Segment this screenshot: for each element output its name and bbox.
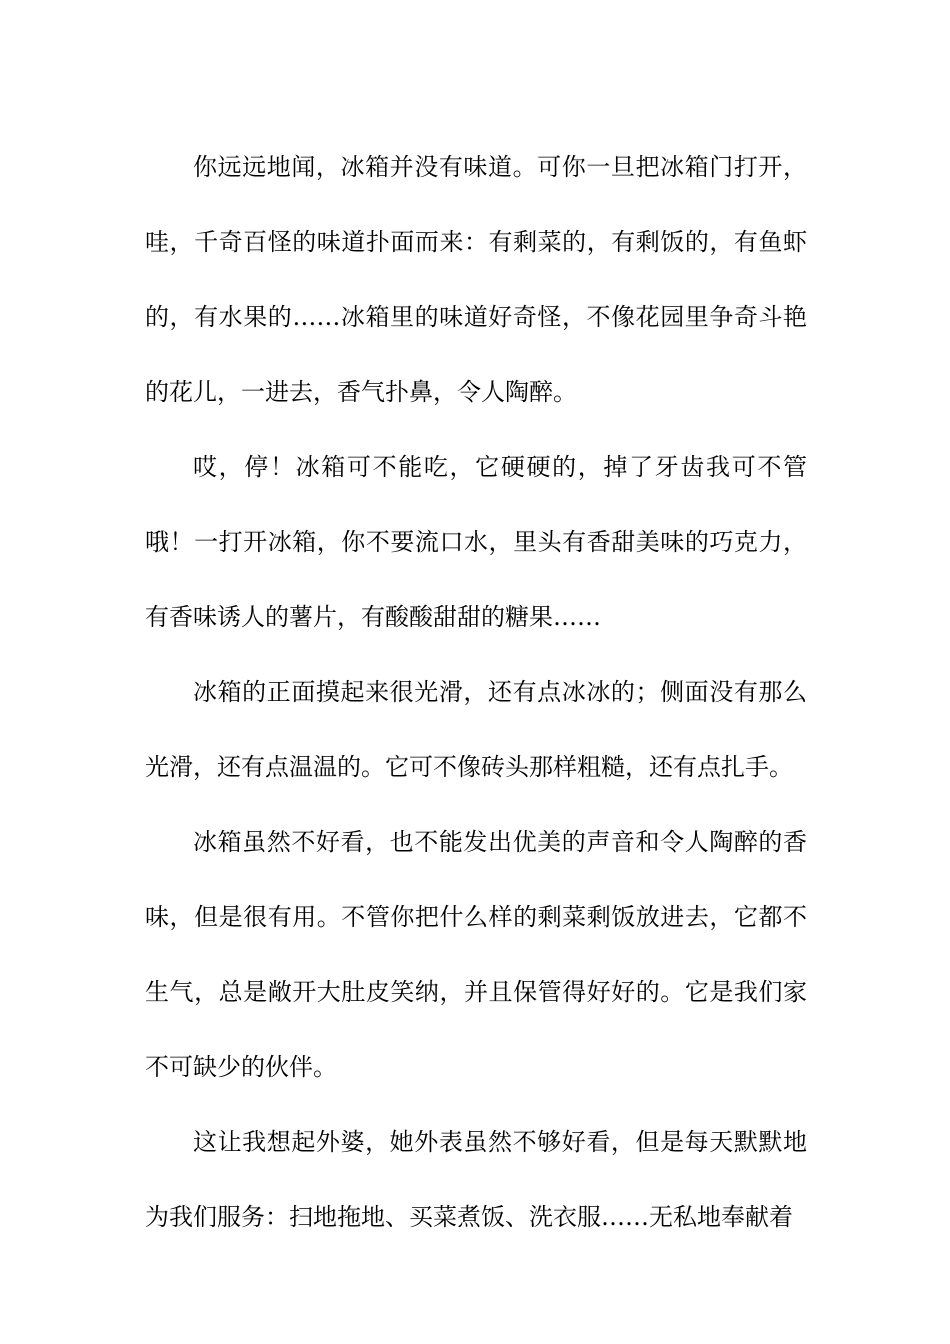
- paragraph-2: 哎，停！冰箱可不能吃，它硬硬的，掉了牙齿我可不管哦！一打开冰箱，你不要流口水，里头有香甜美味的巧克力，有香味诱人的薯片，有酸酸甜甜的糖果……: [145, 453, 807, 631]
- document-body: [145, 130, 807, 1255]
- paragraph-4: 冰箱虽然不好看，也不能发出优美的声音和令人陶醉的香味，但是很有用。不管你把什么样的剩菜剩饭放进去，它都不生气，总是敞开大肚皮笑纳，并且保管得好好的。它是我们家不可缺少的伙伴。: [145, 828, 807, 1081]
- paragraph-5: 这让我想起外婆，她外表虽然不够好看，但是每天默默地为我们服务：扫地拖地、买菜煮饭、洗衣服……无私地奉献着: [145, 1128, 807, 1231]
- paragraph-1: 你远远地闻，冰箱并没有味道。可你一旦把冰箱门打开，哇，千奇百怪的味道扑面而来：有剩菜的，有剩饭的，有鱼虾的，有水果的……冰箱里的味道好奇怪，不像花园里争奇斗艳的花儿，一进去，香气扑鼻，令人陶醉。: [145, 153, 807, 406]
- paragraph-3: 冰箱的正面摸起来很光滑，还有点冰冰的；侧面没有那么光滑，还有点温温的。它可不像砖头那样粗糙，还有点扎手。: [145, 678, 807, 781]
